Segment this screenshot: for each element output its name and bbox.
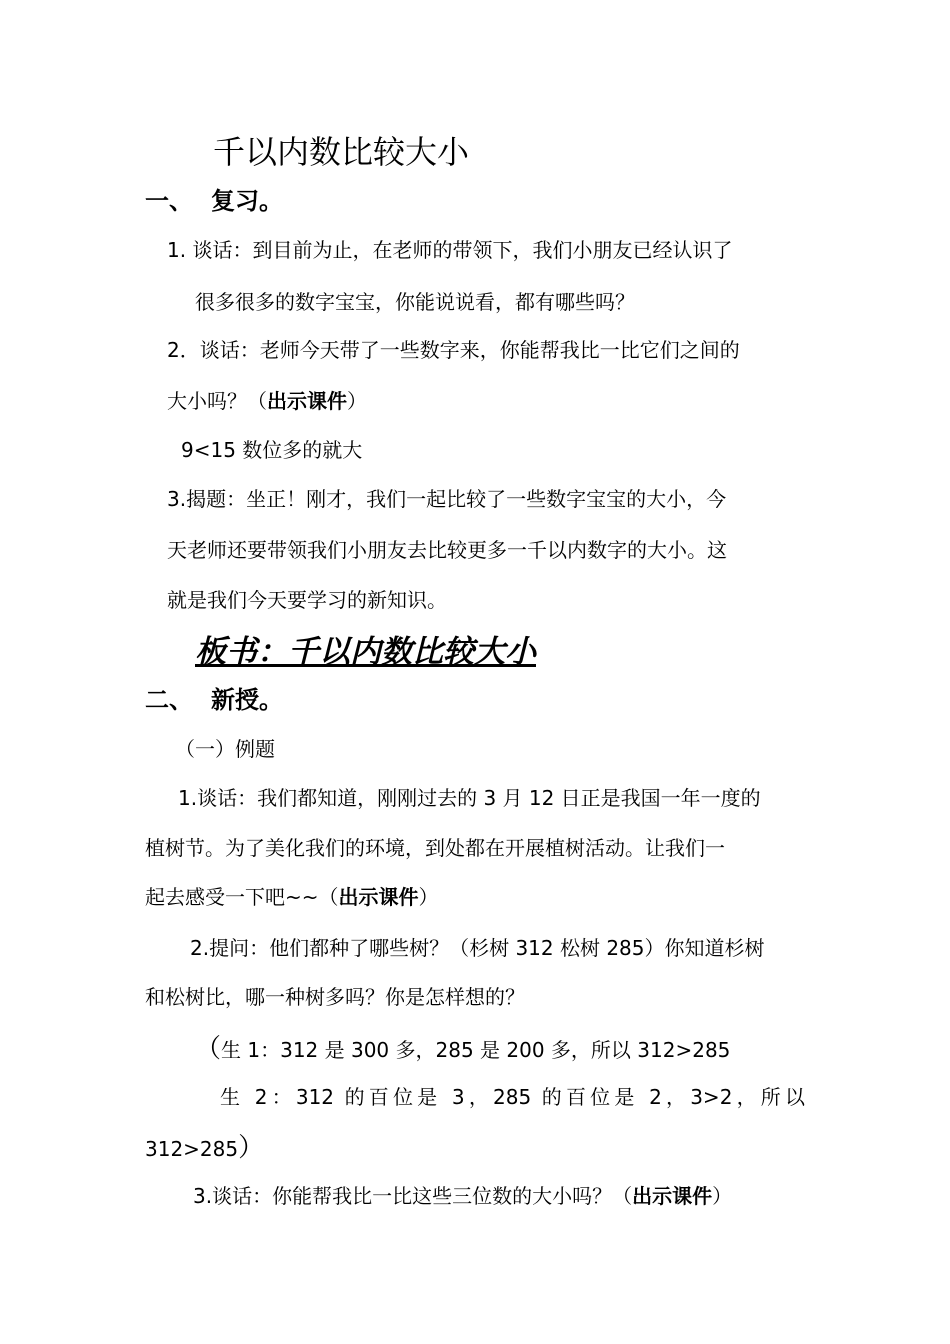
- paragraph-line: 和松树比，哪一种树多吗？你是怎样想的？: [145, 985, 525, 1009]
- bold-instruction: 出示课件: [267, 389, 347, 413]
- text-run: 大小吗？（: [167, 389, 267, 413]
- board-title: 板书：千以内数比较大小: [195, 634, 536, 670]
- section-heading-new: [145, 684, 283, 716]
- student-answer-1: [195, 1035, 730, 1064]
- paragraph-line: 很多很多的数字宝宝，你能说说看，都有哪些吗？: [195, 290, 635, 314]
- paragraph-line: 1.谈话：我们都知道，刚刚过去的 3 月 12 日正是我国一年一度的: [178, 786, 761, 810]
- section-title: 复习。: [211, 187, 283, 215]
- section-heading-review: [145, 185, 283, 217]
- text-run: 起去感受一下吧~~（: [145, 885, 339, 909]
- paragraph-line: 植树节。为了美化我们的环境，到处都在开展植树活动。让我们一: [145, 836, 725, 860]
- subsection-heading: （一）例题: [175, 737, 275, 761]
- paragraph-line: 1. 谈话：到目前为止，在老师的带领下，我们小朋友已经认识了: [167, 238, 733, 262]
- close-paren: ）: [238, 1133, 265, 1163]
- paragraph-line: [193, 1182, 732, 1210]
- section-number: 一、: [145, 187, 193, 215]
- paragraph-line: [167, 387, 367, 415]
- text-run: ）: [347, 389, 367, 413]
- text-run: 3.谈话：你能帮我比一比这些三位数的大小吗？（: [193, 1184, 633, 1208]
- student-answer-2-cont: [145, 1134, 264, 1163]
- paragraph-line: 天老师还要带领我们小朋友去比较更多一千以内数字的大小。这: [167, 538, 727, 562]
- answer-text: 生 1：312 是 300 多，285 是 200 多，所以 312>285: [221, 1038, 731, 1062]
- text-run: ）: [418, 885, 439, 909]
- section-title: 新授。: [211, 686, 283, 714]
- paragraph-line: 就是我们今天要学习的新知识。: [167, 588, 447, 612]
- compare-example: 9<15 数位多的就大: [181, 438, 363, 462]
- answer-text: 312>285: [145, 1137, 239, 1161]
- bold-instruction: 出示课件: [338, 885, 419, 909]
- open-paren: （: [195, 1034, 222, 1064]
- page-title: 千以内数比较大小: [213, 133, 470, 171]
- paragraph-line: 2.提问：他们都种了哪些树？（杉树 312 松树 285）你知道杉树: [190, 936, 765, 960]
- paragraph-line: 2．谈话：老师今天带了一些数字来，你能帮我比一比它们之间的: [167, 338, 740, 362]
- section-number: 二、: [145, 686, 193, 714]
- paragraph-line: [145, 883, 439, 911]
- bold-instruction: 出示课件: [632, 1184, 713, 1208]
- text-run: ）: [712, 1184, 733, 1208]
- paragraph-line: 3.揭题：坐正！刚才，我们一起比较了一些数字宝宝的大小，今: [167, 487, 727, 511]
- student-answer-2: 生 2：312 的百位是 3，285 的百位是 2，3>2，所以: [220, 1085, 805, 1109]
